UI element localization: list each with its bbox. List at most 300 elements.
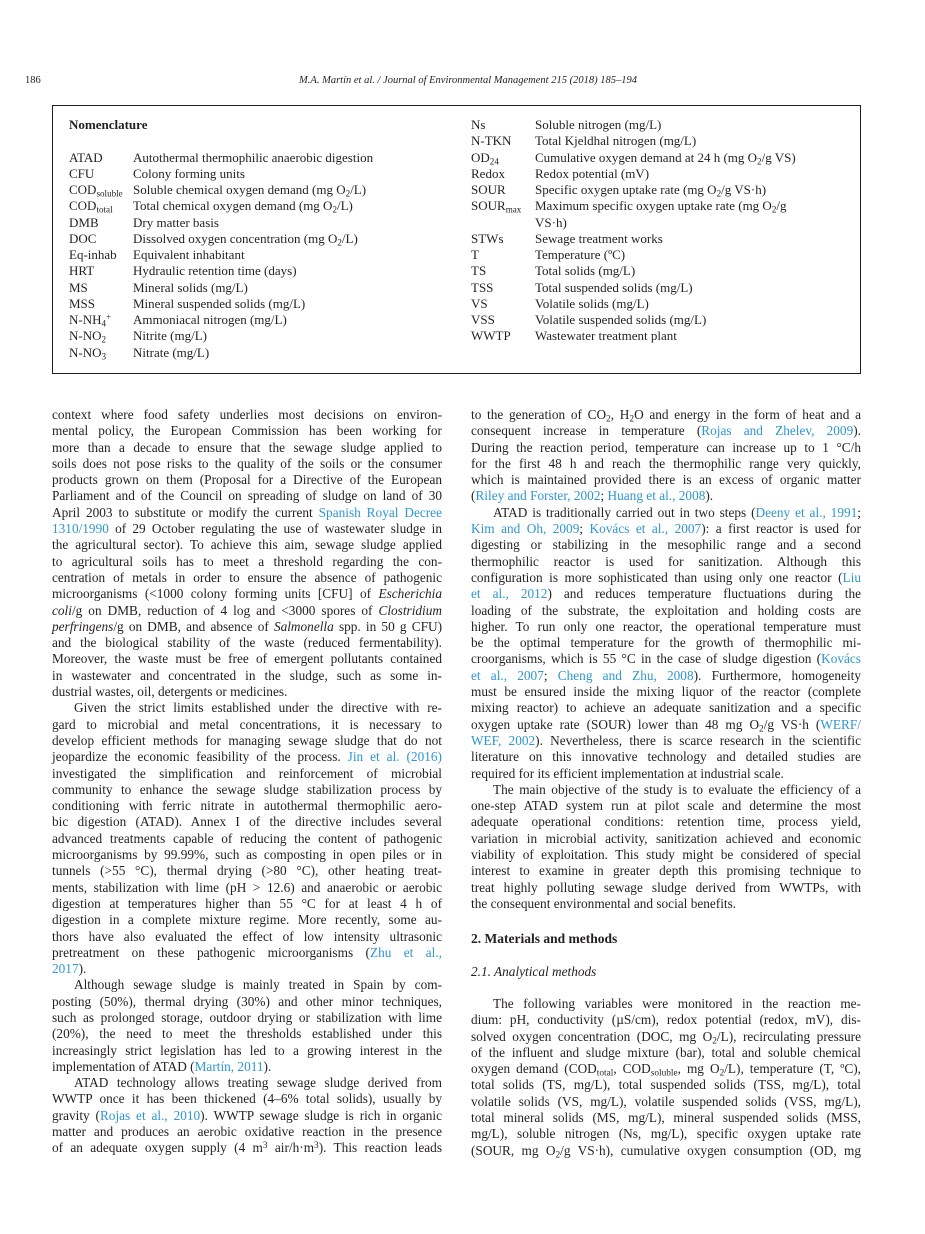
text-run: , COD — [613, 1061, 651, 1077]
text-run: Wastewater treatment plant — [535, 328, 677, 344]
text-run: volatile solids (VS, mg/L), volatile suspended solids (VSS, mg/L), — [471, 1093, 861, 1109]
text-run: Autothermal thermophilic anaerobic digestion — [133, 149, 374, 165]
text-run: Ammoniacal nitrogen (mg/L) — [133, 312, 287, 327]
text-line — [471, 1094, 861, 1110]
text-run: Sewage treatment works — [535, 230, 663, 246]
nomenclature-abbreviation — [471, 296, 535, 312]
subscript: 4 — [101, 318, 107, 329]
subscript: 2 — [716, 188, 722, 199]
paragraph — [471, 407, 861, 505]
text-run: loading of the substrate, the exploitation and holding costs are — [471, 602, 861, 618]
text-run: ). Nevertheless, there is scarce research in the scientific — [535, 732, 861, 748]
text-run: ; — [543, 667, 558, 683]
text-line — [52, 619, 442, 635]
nomenclature-definition — [535, 182, 820, 198]
text-run: variation in microbial activity, sanitization achieved and economic — [471, 830, 861, 846]
citation-link[interactable]: Riley and Forster, 2002 — [475, 488, 601, 504]
text-run: WWTP once it has been thickened (4–6% total solids), usually by — [52, 1091, 442, 1107]
text-run: Colony forming units — [133, 165, 245, 181]
text-run: Dissolved oxygen concentration (mg O — [133, 230, 338, 246]
text-run: Moreover, the waste must be free of emergent pollutants contained — [52, 651, 442, 667]
text-line — [471, 407, 861, 423]
text-run: COD — [69, 198, 97, 214]
text-run: ; — [579, 521, 590, 537]
citation-link[interactable]: Zhu et al., — [369, 944, 442, 960]
nomenclature-right-list — [471, 117, 831, 345]
paragraph — [471, 505, 861, 782]
text-line — [52, 896, 442, 912]
text-run: Dry matter basis — [133, 214, 219, 230]
subscript: soluble — [96, 188, 123, 199]
nomenclature-abbreviation — [471, 182, 535, 198]
text-run: higher. To run only one reactor, the operational temperature must — [471, 618, 861, 634]
text-line — [52, 945, 442, 961]
citation-link[interactable]: et al., 2012 — [471, 586, 548, 602]
superscript: + — [106, 311, 112, 322]
text-run: total solids (TS, mg/L), total suspended solids (TSS, mg/L), total — [471, 1077, 861, 1093]
text-line — [471, 668, 861, 684]
nomenclature-entry — [69, 328, 449, 344]
text-run: oxygen uptake rate (SOUR) lower than 48 mg O — [471, 716, 760, 732]
italic-text: Clostridium — [378, 602, 442, 618]
text-line — [52, 1026, 442, 1042]
citation-link[interactable]: 1310/1990 — [52, 521, 109, 537]
text-line — [471, 996, 861, 1012]
nomenclature-abbreviation — [69, 328, 133, 344]
text-run: /g on DMB, reduction of 4 log and <3000 spores of — [71, 602, 379, 618]
text-run: /L), recirculating pressure — [716, 1028, 861, 1044]
nomenclature-abbreviation — [471, 166, 535, 182]
text-run: in wastewater and concentrated in the sludge, such as some in- — [52, 667, 442, 683]
text-run: T — [471, 247, 479, 262]
subscript: 2 — [606, 414, 611, 425]
text-line — [52, 651, 442, 667]
text-run: , H — [610, 407, 630, 422]
paragraph — [52, 1075, 442, 1156]
text-run: and the biological stability of the waste (reduced fermentability). — [52, 635, 442, 651]
text-line — [471, 521, 861, 537]
citation-link[interactable]: WEF, 2002 — [471, 732, 536, 748]
text-run: ( — [471, 488, 476, 504]
text-line — [52, 814, 442, 830]
superscript: 3 — [262, 1141, 268, 1152]
nomenclature-entry — [471, 166, 831, 182]
text-run: N-NO — [69, 328, 102, 344]
citation-link[interactable]: Rojas and Zhelev, 2009 — [701, 423, 854, 439]
text-run: SOUR — [471, 198, 506, 214]
subscript: 2 — [555, 1149, 561, 1160]
text-run: N-TKN — [471, 133, 512, 149]
text-run: Eq-inhab — [69, 247, 117, 262]
text-run: croorganisms, which is 55 °C in the case of sludge digestion ( — [471, 651, 822, 667]
text-line — [52, 505, 442, 521]
text-run: ). WWTP sewage sludge is rich in organic — [200, 1107, 442, 1123]
text-line — [52, 847, 442, 863]
italic-text: coli — [52, 602, 72, 618]
text-line — [52, 798, 442, 814]
text-run: conditioning with ferric nitrate in autothermal thermophilic aero- — [52, 798, 442, 814]
text-run: microorganisms by 99.99%, such as composting in open piles or in — [52, 847, 442, 863]
text-run: of the influent and sludge mixture (bar), total and soluble chemical — [471, 1044, 861, 1060]
text-line — [52, 635, 442, 651]
text-run: /g VS·h ( — [763, 716, 821, 732]
subscript: max — [505, 204, 522, 215]
nomenclature-definition — [133, 247, 449, 263]
nomenclature-abbreviation — [471, 263, 535, 279]
text-run: which is maintained provided there is an excess of organic matter — [471, 472, 861, 488]
text-run: tunnels (>55 °C), thermal drying (>80 °C), other heating treat- — [52, 863, 442, 879]
text-line — [52, 440, 442, 456]
text-run: investigated the simplification and reinforcement of microbial — [52, 765, 442, 781]
text-line — [471, 1126, 861, 1142]
text-run: , mg O — [677, 1061, 720, 1077]
nomenclature-entry — [471, 328, 831, 344]
paragraph — [471, 996, 861, 1159]
text-run: the consequent environmental and social benefits. — [471, 895, 737, 911]
nomenclature-abbreviation — [69, 198, 133, 214]
text-run: solved oxygen concentration (DOC, mg O — [471, 1028, 713, 1044]
text-line — [471, 554, 861, 570]
text-line — [52, 472, 442, 488]
subscript: 2 — [345, 188, 351, 199]
text-run: ). Furthermore, homogeneity — [693, 667, 861, 683]
nomenclature-abbreviation — [69, 263, 133, 279]
nomenclature-definition — [535, 166, 820, 182]
text-line — [52, 766, 442, 782]
text-run: Total solids (mg/L) — [535, 263, 636, 279]
text-run: /g VS·h), cumulative oxygen consumption (OD, mg — [560, 1142, 861, 1158]
nomenclature-entry — [69, 150, 449, 166]
text-run: microorganisms (<1000 colony forming units [CFU] of — [52, 586, 379, 602]
text-line — [471, 651, 861, 667]
text-run: ). — [705, 488, 714, 504]
text-run: literature on this innovative technology and detailed studies are — [471, 749, 861, 765]
text-line — [52, 1075, 442, 1091]
text-line — [471, 440, 861, 456]
nomenclature-entry — [471, 263, 831, 279]
nomenclature-entry — [471, 312, 831, 328]
text-line — [471, 456, 861, 472]
citation-link[interactable]: Cheng and Zhu, 2008 — [557, 667, 694, 683]
text-line — [52, 423, 442, 439]
nomenclature-abbreviation — [471, 150, 535, 166]
text-run: DOC — [69, 230, 97, 246]
text-line — [471, 684, 861, 700]
nomenclature-entry — [471, 133, 831, 149]
text-run: bic digestion (ATAD). Annex I of the directive includes several — [52, 814, 442, 830]
text-line — [52, 1140, 442, 1156]
text-line — [471, 782, 861, 798]
superscript: 3 — [314, 1141, 319, 1152]
nomenclature-definition — [535, 263, 820, 279]
nomenclature-abbreviation — [69, 296, 133, 312]
text-run: TS — [471, 263, 487, 279]
citation-link[interactable]: Martín, 2011 — [194, 1058, 264, 1074]
paragraph — [52, 977, 442, 1075]
text-line — [52, 1059, 442, 1075]
right-text-column-top — [471, 407, 861, 912]
text-run: (20%), the need to meet the thresholds established under this — [52, 1026, 442, 1042]
text-run: required for its efficient implementation at industrial scale. — [471, 765, 784, 781]
text-run: adequate operational conditions: retention time, process yield, — [471, 814, 861, 830]
text-run: (SOUR, mg O — [471, 1142, 556, 1158]
nomenclature-abbreviation — [471, 312, 535, 328]
nomenclature-entry — [69, 263, 449, 279]
text-run: products grown on them (Proposal for a Directive of the European — [52, 472, 442, 488]
nomenclature-definition — [133, 296, 449, 312]
paragraph — [52, 407, 442, 700]
text-run: centration of metals in order to ensure the absence of pathogenic — [52, 569, 442, 585]
text-run: jeopardize the economic feasibility of the process. — [52, 749, 348, 765]
text-run: digesting or stabilizing in the mesophilic range and a second — [471, 537, 861, 553]
text-line — [52, 700, 442, 716]
nomenclature-abbreviation — [471, 280, 535, 296]
nomenclature-entry — [69, 215, 449, 231]
citation-link[interactable]: Spanish Royal Decree — [318, 504, 442, 520]
text-run: ). — [78, 961, 87, 977]
text-line — [52, 586, 442, 602]
citation-link[interactable]: Liu — [842, 569, 861, 585]
text-run: WWTP — [471, 328, 511, 344]
text-run: viability of exploitation. This study might be considered of special — [471, 847, 861, 863]
text-run: consequent increase in temperature ( — [471, 423, 702, 439]
paragraph — [52, 700, 442, 977]
text-line — [471, 863, 861, 879]
citation-link[interactable]: et al., 2007 — [471, 667, 544, 683]
subscript: 2 — [757, 155, 762, 166]
nomenclature-definition — [133, 198, 449, 214]
text-run: context where food safety underlies most decisions on environ- — [52, 407, 442, 422]
text-run: gravity ( — [52, 1107, 100, 1123]
text-run: ). This reaction leads — [318, 1140, 442, 1156]
nomenclature-definition — [133, 328, 449, 344]
text-run: TSS — [471, 279, 494, 295]
text-run: /L) — [350, 182, 367, 197]
text-run: pretreatment on these pathogenic microorganisms ( — [52, 944, 370, 960]
text-line — [52, 668, 442, 684]
text-run: community to enhance the sewage sludge stabilization process by — [52, 781, 442, 797]
italic-text: perfringens — [52, 618, 114, 634]
text-run: Soluble nitrogen (mg/L) — [535, 117, 662, 132]
text-line — [52, 1043, 442, 1059]
text-run: Parliament and of the Council on spreading of sludge on land of 30 — [52, 488, 442, 504]
nomenclature-left-list — [69, 117, 449, 361]
text-run: digestion at temperatures higher than 55 °C for at least 4 h of — [52, 895, 442, 911]
text-run: of 29 October regulating the use of wastewater sludge in — [108, 521, 442, 537]
citation-link[interactable]: Huang et al., 2008 — [607, 488, 706, 504]
text-line — [52, 1010, 442, 1026]
text-line — [471, 880, 861, 896]
text-line — [52, 961, 442, 977]
text-run: N-NO — [69, 344, 102, 360]
nomenclature-entry — [471, 231, 831, 247]
subscript: 2 — [712, 1035, 717, 1046]
text-line — [471, 1077, 861, 1093]
text-run: N-NH — [69, 312, 102, 327]
page-number: 186 — [25, 75, 41, 86]
right-text-column-bottom — [471, 996, 861, 1159]
text-run: thermophilic reactor is used for sanitization. Although this — [471, 553, 861, 569]
text-line — [52, 1124, 442, 1140]
nomenclature-abbreviation — [471, 328, 535, 344]
text-run: ments, stabilization with lime (pH > 12.6) and anaerobic or aerobic — [52, 879, 442, 895]
text-run: ATAD is traditionally carried out in two steps ( — [493, 504, 756, 520]
text-line — [52, 977, 442, 993]
text-line — [471, 1045, 861, 1061]
text-run: treat highly polluting sewage sludge derived from WWTPs, with — [471, 879, 861, 895]
nomenclature-entry — [69, 345, 449, 361]
nomenclature-abbreviation — [471, 117, 535, 133]
text-line — [52, 603, 442, 619]
subsection-heading: 2.1. Analytical methods — [471, 964, 597, 979]
italic-text: Salmonella — [273, 618, 334, 634]
nomenclature-entry — [471, 117, 831, 133]
text-run: DMB — [69, 214, 99, 230]
text-run: /L), temperature (T, ºC), — [724, 1061, 861, 1077]
nomenclature-abbreviation — [69, 182, 133, 198]
nomenclature-definition — [535, 296, 820, 312]
text-run: OD — [471, 149, 490, 165]
text-line — [471, 749, 861, 765]
text-run: Volatile suspended solids (mg/L) — [535, 312, 707, 327]
text-line — [471, 619, 861, 635]
text-line — [52, 782, 442, 798]
subscript: 2 — [101, 334, 107, 345]
nomenclature-entry — [471, 150, 831, 166]
text-run: implementation of ATAD ( — [52, 1058, 195, 1074]
nomenclature-definition — [133, 150, 449, 166]
text-line — [471, 733, 861, 749]
text-run: total mineral solids (MS, mg/L), mineral suspended solids (MSS, — [471, 1110, 861, 1126]
nomenclature-entry — [69, 182, 449, 198]
text-line — [471, 847, 861, 863]
text-line — [52, 912, 442, 928]
nomenclature-definition — [535, 231, 820, 247]
subscript: 3 — [101, 350, 107, 361]
text-line — [52, 1091, 442, 1107]
text-run: increasingly strict legislation has led to a growing interest in the — [52, 1042, 442, 1058]
text-run: be the optimal temperature for the growth of thermophilic mi- — [471, 635, 861, 651]
nomenclature-entry — [69, 312, 449, 328]
text-line — [471, 586, 861, 602]
text-run: ; — [857, 504, 861, 520]
text-run: soils does not pose risks to the quality of the soils or the consumer — [52, 455, 442, 471]
text-run: interest to examine in greater depth this promising technique to — [471, 863, 861, 879]
text-line — [471, 505, 861, 521]
text-line — [471, 635, 861, 651]
text-line — [52, 407, 442, 423]
nomenclature-definition — [133, 166, 449, 182]
text-run: develop efficient methods for managing sewage sludge that do not — [52, 732, 442, 748]
text-run: ). — [263, 1058, 272, 1074]
nomenclature-abbreviation — [69, 312, 133, 328]
text-line — [471, 1029, 861, 1045]
text-line — [471, 1143, 861, 1159]
left-text-column — [52, 407, 442, 1157]
nomenclature-abbreviation — [69, 345, 133, 361]
citation-link[interactable]: Deeny et al., 1991 — [755, 504, 858, 520]
text-run: VSS — [471, 312, 495, 327]
nomenclature-definition — [535, 328, 820, 344]
text-run: Redox potential (mV) — [535, 165, 650, 181]
nomenclature-entry — [471, 182, 831, 198]
nomenclature-abbreviation — [69, 280, 133, 296]
nomenclature-entry — [69, 166, 449, 182]
nomenclature-definition — [133, 182, 449, 198]
text-line — [52, 929, 442, 945]
text-line — [471, 766, 861, 782]
text-run: /g VS) — [761, 149, 796, 165]
text-run: Cumulative oxygen demand at 24 h (mg O — [535, 149, 758, 165]
text-run: During the reaction period, temperature can increase up to 1 °C/h — [471, 439, 861, 455]
text-run: ). — [853, 423, 861, 439]
nomenclature-title: Nomenclature — [69, 117, 148, 132]
nomenclature-definition — [133, 280, 449, 296]
text-run: HRT — [69, 263, 95, 279]
text-line — [471, 798, 861, 814]
citation-link[interactable]: Kovács et al., 2007 — [589, 521, 702, 537]
text-line — [52, 749, 442, 765]
subscript: soluble — [650, 1068, 678, 1079]
text-run: /L) — [337, 198, 353, 214]
text-run: CFU — [69, 165, 95, 181]
text-line — [471, 814, 861, 830]
nomenclature-definition — [133, 263, 449, 279]
text-line — [471, 831, 861, 847]
nomenclature-definition — [535, 198, 820, 231]
text-run: thors have also evaluated the effect of low intensity ultrasonic — [52, 928, 442, 944]
nomenclature-abbreviation — [471, 198, 535, 231]
text-run: /g VS·h) — [721, 182, 767, 197]
text-run: Hydraulic retention time (days) — [133, 263, 297, 279]
citation-link[interactable]: 2017 — [52, 961, 79, 977]
nomenclature-definition — [535, 247, 820, 263]
nomenclature-entry — [69, 198, 449, 214]
text-run: SOUR — [471, 182, 506, 197]
text-run: Total chemical oxygen demand (mg O — [133, 198, 333, 214]
text-line — [52, 831, 442, 847]
citation-link[interactable]: Kim and Oh, 2009 — [471, 521, 580, 537]
nomenclature-definition — [133, 231, 449, 247]
nomenclature-entry — [471, 198, 831, 231]
text-run: posting (50%), thermal drying (30%) and other minor techniques, — [52, 993, 442, 1009]
text-run: Nitrate (mg/L) — [133, 344, 210, 360]
citation-link[interactable]: WERF/ — [820, 716, 861, 732]
text-line — [471, 488, 861, 504]
citation-link[interactable]: Rojas et al., 2010 — [99, 1107, 201, 1123]
text-run: Although sewage sludge is mainly treated in Spain by com- — [74, 977, 442, 993]
nomenclature-definition — [535, 150, 820, 166]
paragraph — [471, 782, 861, 912]
citation-link[interactable]: Jin et al. (2016) — [347, 749, 442, 765]
subscript: total — [96, 204, 113, 215]
text-line — [52, 733, 442, 749]
text-run: COD — [69, 182, 97, 197]
text-run: Nitrite (mg/L) — [133, 328, 208, 344]
text-run: Maximum specific oxygen uptake rate (mg O — [535, 198, 772, 214]
text-run: Mineral solids (mg/L) — [133, 279, 248, 295]
citation-link[interactable]: Kovács — [821, 651, 861, 667]
text-run: ATAD — [69, 149, 103, 165]
text-line — [52, 488, 442, 504]
nomenclature-abbreviation — [471, 247, 535, 263]
text-run: Redox — [471, 165, 505, 181]
subscript: 2 — [337, 237, 342, 248]
nomenclature-entry — [69, 231, 449, 247]
nomenclature-entry — [69, 296, 449, 312]
text-run: spp. in 50 g CFU) — [333, 618, 442, 634]
text-run: /g VS·h) — [535, 198, 787, 230]
